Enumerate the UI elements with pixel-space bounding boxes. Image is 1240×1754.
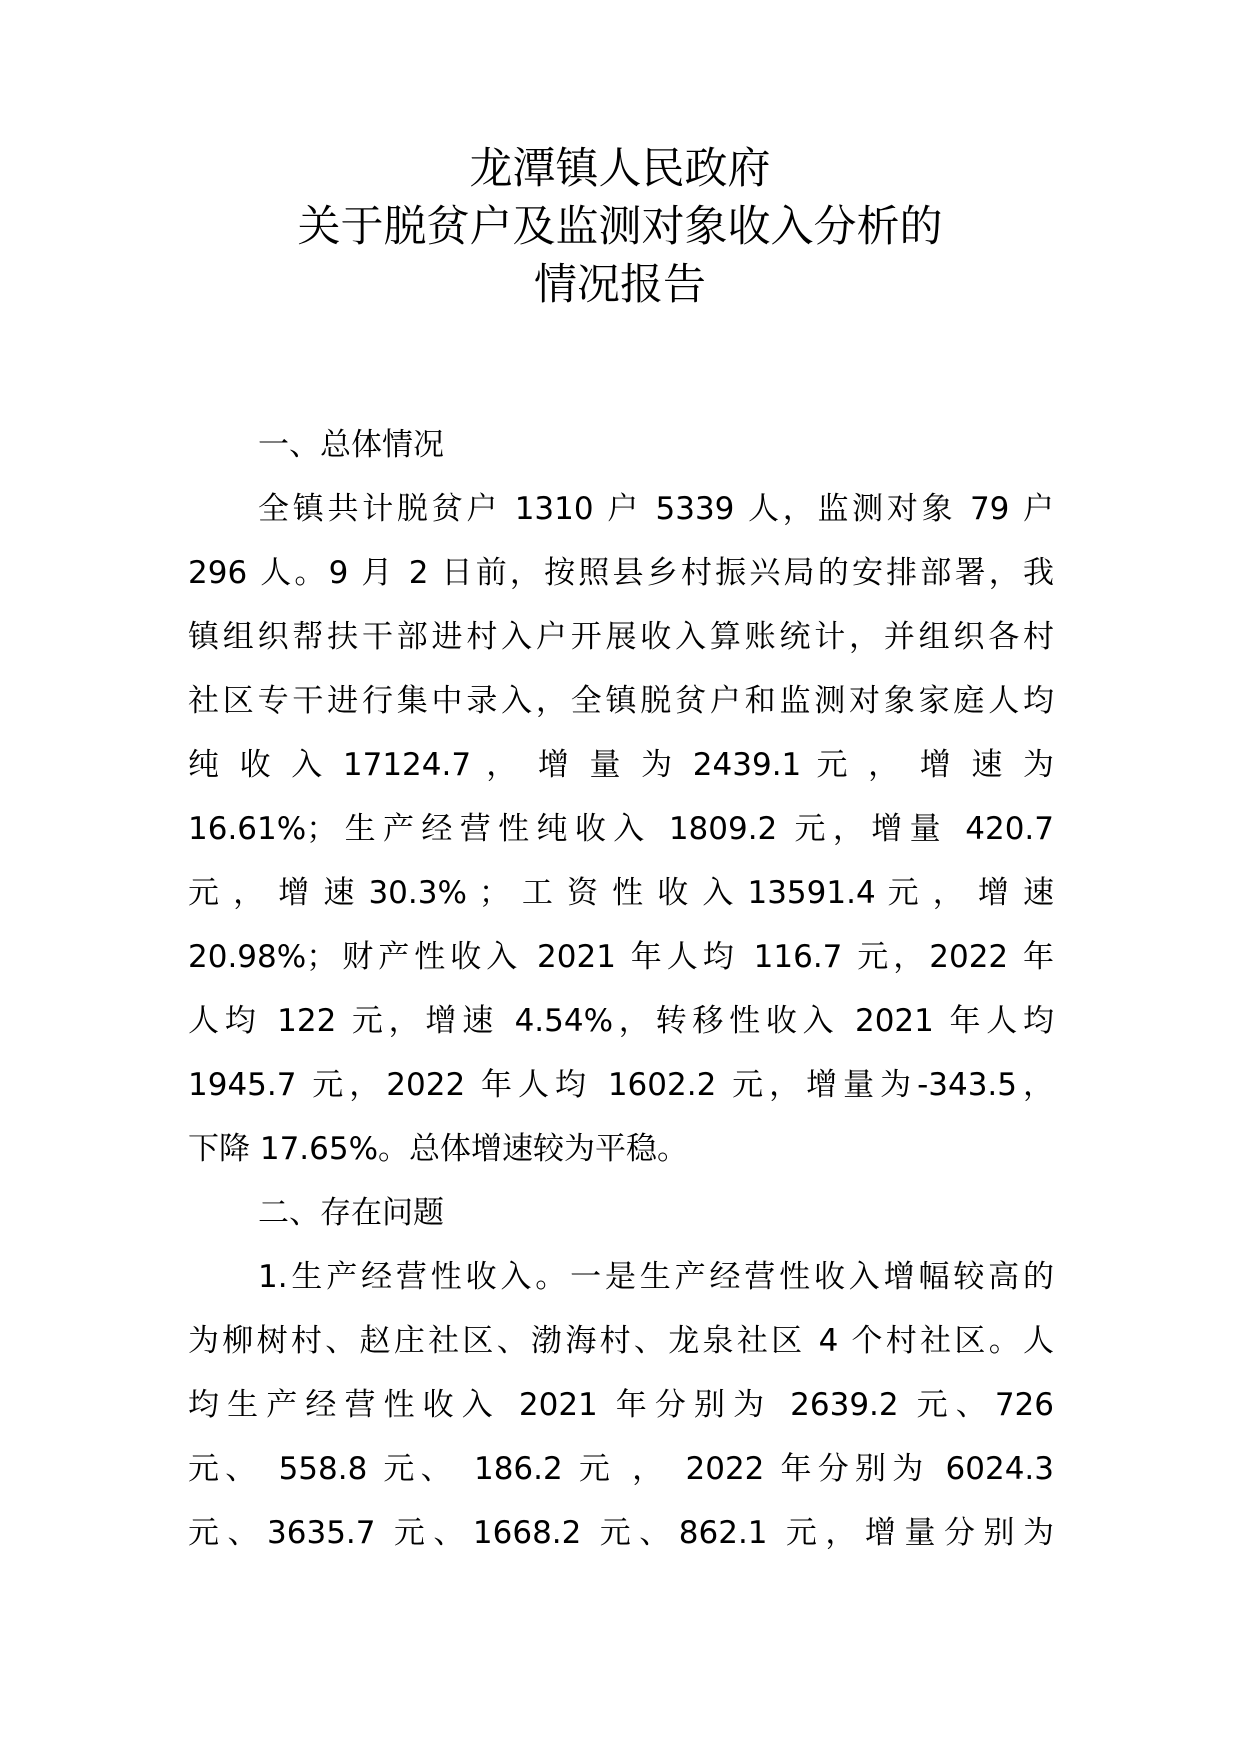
paragraph-line: 元 ， 增 速 30.3% ； 工 资 性 收 入 13591.4 元 ， 增 速 [188,875,1054,911]
paragraph-line: 社区专干进行集中录入，全镇脱贫户和监测对象家庭人均 [188,683,1054,719]
title-line-1: 龙潭镇人民政府 [469,144,771,194]
paragraph-line: 1.生产经营性收入。一是生产经营性收入增幅较高的 [258,1259,1054,1295]
title-line-3: 情况报告 [534,260,706,310]
paragraph-line: 296 人。9 月 2 日前，按照县乡村振兴局的安排部署，我 [188,555,1054,591]
section-heading-problems: 二、存在问题 [258,1195,444,1231]
paragraph-line: 人均 122 元，增速 4.54%，转移性收入 2021 年人均 [188,1003,1054,1039]
report-body [188,413,1054,1565]
paragraph-line: 均生产经营性收入 2021 年分别为 2639.2 元、726 [188,1387,1054,1423]
paragraph-line: 纯 收 入 17124.7 ， 增 量 为 2439.1 元 ， 增 速 为 [188,747,1054,783]
report-title [0,140,1240,314]
paragraph-line: 全镇共计脱贫户 1310 户 5339 人，监测对象 79 户 [258,491,1054,527]
paragraph-line: 元、 558.8 元、 186.2 元 ， 2022 年分别为 6024.3 [188,1451,1054,1487]
paragraph-line: 16.61%；生产经营性纯收入 1809.2 元，增量 420.7 [188,811,1054,847]
paragraph-line: 镇组织帮扶干部进村入户开展收入算账统计，并组织各村 [188,619,1054,655]
paragraph-line: 下降 17.65%。总体增速较为平稳。 [188,1131,689,1167]
paragraph-line: 20.98%；财产性收入 2021 年人均 116.7 元，2022 年 [188,939,1054,975]
paragraph-line: 为柳树村、赵庄社区、渤海村、龙泉社区 4 个村社区。人 [188,1323,1054,1359]
title-line-2: 关于脱贫户及监测对象收入分析的 [297,202,943,252]
section-heading-overview: 一、总体情况 [258,427,444,463]
paragraph-line: 1945.7 元，2022 年人均 1602.2 元，增量为-343.5， [188,1067,1054,1103]
paragraph-line: 元、3635.7 元、1668.2 元、862.1 元，增量分别为 [188,1515,1054,1551]
